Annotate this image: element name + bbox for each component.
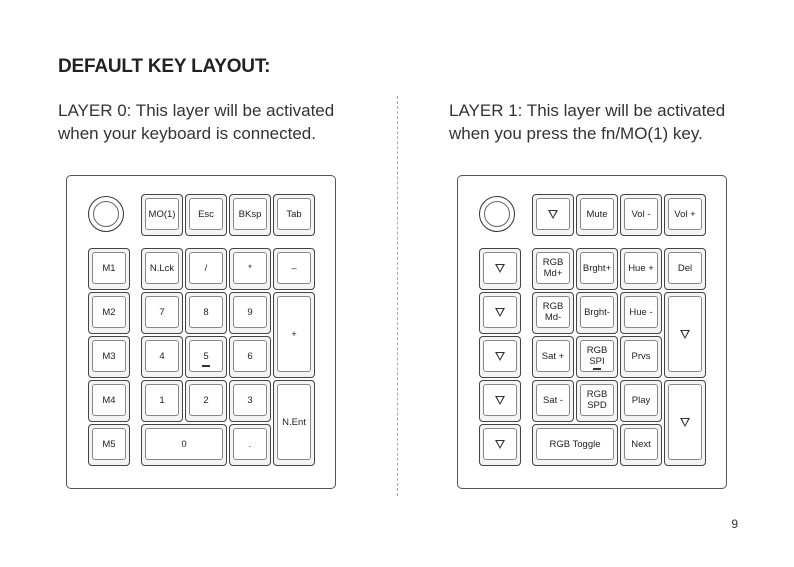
layer1-keyboard (457, 175, 727, 489)
key-transparent (664, 380, 706, 466)
down-triangle-icon (680, 330, 690, 339)
key-transparent (479, 424, 521, 466)
key-label: 1 (145, 384, 179, 416)
key-next (620, 424, 662, 466)
key-label (536, 296, 570, 328)
key-esc (185, 194, 227, 236)
key-label: N.Ent (277, 384, 311, 460)
key-label-line1: RGB (586, 389, 608, 400)
key-m1 (88, 248, 130, 290)
key-rgb-speed-up (576, 336, 618, 378)
homing-bump (202, 365, 210, 367)
down-triangle-icon (495, 264, 505, 273)
key-label (483, 252, 517, 284)
key-label: / (189, 252, 223, 284)
key-mo1 (141, 194, 183, 236)
key-label-line2: SPD (587, 400, 607, 411)
key-3 (229, 380, 271, 422)
key-8 (185, 292, 227, 334)
key-2 (185, 380, 227, 422)
layer0-description (58, 99, 358, 145)
key-label: + (277, 296, 311, 372)
key-label: M5 (92, 428, 126, 460)
down-triangle-icon (548, 210, 558, 219)
key-numlock (141, 248, 183, 290)
key-label: N.Lck (145, 252, 179, 284)
key-label (668, 384, 702, 460)
rotary-knob (88, 196, 124, 232)
key-minus (273, 248, 315, 290)
key-label (536, 198, 570, 230)
key-asterisk (229, 248, 271, 290)
key-label: 5 (189, 340, 223, 372)
key-transparent (479, 380, 521, 422)
key-label: Hue - (624, 296, 658, 328)
key-rgb-speed-down (576, 380, 618, 422)
key-mute (576, 194, 618, 236)
key-5 (185, 336, 227, 378)
key-label: Tab (277, 198, 311, 230)
layer0-text-line2: when your keyboard is connected. (58, 124, 316, 143)
down-triangle-icon (495, 308, 505, 317)
key-label: 3 (233, 384, 267, 416)
rotary-knob (479, 196, 515, 232)
key-slash (185, 248, 227, 290)
key-m4 (88, 380, 130, 422)
key-plus (273, 292, 315, 378)
key-brightness-down (576, 292, 618, 334)
page-number: 9 (731, 517, 738, 531)
key-rgb-mode-prev (532, 292, 574, 334)
down-triangle-icon (495, 396, 505, 405)
key-9 (229, 292, 271, 334)
key-label-line1: RGB (542, 301, 564, 312)
key-label (668, 296, 702, 372)
key-label: Play (624, 384, 658, 416)
key-numpad-enter (273, 380, 315, 466)
key-label: Esc (189, 198, 223, 230)
key-label: 2 (189, 384, 223, 416)
key-label: M3 (92, 340, 126, 372)
key-m5 (88, 424, 130, 466)
key-rgb-toggle (532, 424, 618, 466)
key-label (536, 252, 570, 284)
key-saturation-down (532, 380, 574, 422)
key-label: 7 (145, 296, 179, 328)
key-label: Brght- (580, 296, 614, 328)
key-play (620, 380, 662, 422)
key-label: M2 (92, 296, 126, 328)
key-label: Sat + (536, 340, 570, 372)
down-triangle-icon (495, 440, 505, 449)
key-label-line2: Md- (544, 312, 562, 323)
key-del (664, 248, 706, 290)
key-transparent (479, 248, 521, 290)
key-label: Hue + (624, 252, 658, 284)
key-hue-up (620, 248, 662, 290)
key-1 (141, 380, 183, 422)
layer1-text-line1: LAYER 1: This layer will be activated (449, 101, 726, 120)
key-label: Mute (580, 198, 614, 230)
key-saturation-up (532, 336, 574, 378)
key-m2 (88, 292, 130, 334)
key-label-line2: Md+ (543, 268, 563, 279)
key-tab (273, 194, 315, 236)
key-label: 8 (189, 296, 223, 328)
key-label: Vol - (624, 198, 658, 230)
key-7 (141, 292, 183, 334)
key-transparent (479, 292, 521, 334)
key-dot (229, 424, 271, 466)
key-4 (141, 336, 183, 378)
key-brightness-up (576, 248, 618, 290)
homing-bump (593, 368, 601, 370)
down-triangle-icon (495, 352, 505, 361)
key-label-line1: RGB (542, 257, 564, 268)
down-triangle-icon (680, 418, 690, 427)
key-label: – (277, 252, 311, 284)
key-label: Del (668, 252, 702, 284)
key-label: 4 (145, 340, 179, 372)
key-label: M4 (92, 384, 126, 416)
layer1-description (449, 99, 749, 145)
key-m3 (88, 336, 130, 378)
layer0-text-line1: LAYER 0: This layer will be activated (58, 101, 335, 120)
key-transparent (532, 194, 574, 236)
key-label: 0 (145, 428, 223, 460)
key-label: Prvs (624, 340, 658, 372)
key-hue-down (620, 292, 662, 334)
layer0-keyboard (66, 175, 336, 489)
key-label: Next (624, 428, 658, 460)
key-label: * (233, 252, 267, 284)
key-label: Sat - (536, 384, 570, 416)
key-label: 6 (233, 340, 267, 372)
page-title: DEFAULT KEY LAYOUT: (58, 56, 271, 77)
key-vol-down (620, 194, 662, 236)
key-vol-up (664, 194, 706, 236)
key-label: MO(1) (145, 198, 179, 230)
key-label-line2: SPI (589, 356, 605, 367)
key-bksp (229, 194, 271, 236)
key-label-line1: RGB (586, 345, 608, 356)
key-label (483, 428, 517, 460)
key-6 (229, 336, 271, 378)
key-label: BKsp (233, 198, 267, 230)
column-divider (397, 96, 398, 496)
key-label: Brght+ (580, 252, 614, 284)
key-transparent (664, 292, 706, 378)
key-label (483, 296, 517, 328)
key-label: M1 (92, 252, 126, 284)
key-rgb-mode-next (532, 248, 574, 290)
key-0 (141, 424, 227, 466)
key-label (580, 384, 614, 416)
key-label: RGB Toggle (536, 428, 614, 460)
key-label (483, 384, 517, 416)
key-label: . (233, 428, 267, 460)
key-previous (620, 336, 662, 378)
layer1-text-line2: when you press the fn/MO(1) key. (449, 124, 703, 143)
key-transparent (479, 336, 521, 378)
key-label (483, 340, 517, 372)
key-label: 9 (233, 296, 267, 328)
key-label: Vol + (668, 198, 702, 230)
